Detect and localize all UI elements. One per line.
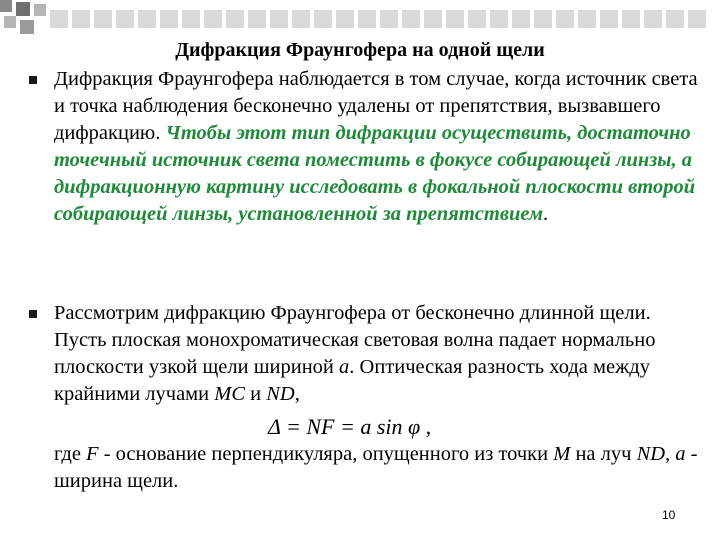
ray-nd-symbol-2: ND <box>636 443 666 465</box>
ray-mc-symbol: MC <box>214 383 245 405</box>
explanation-part-2: - основание перпендикуляра, опущенного из точки <box>98 443 554 465</box>
bullet-2-and: и <box>245 383 267 405</box>
explanation-part-4: , <box>665 443 676 465</box>
bullet-2-marker <box>29 310 37 318</box>
path-difference-formula: Δ = NF = a sin φ , <box>268 414 432 439</box>
bullet-1-plain: Дифракция Фраунгофера наблюдается в том случае, когда источник света и точка наблюдения бесконечно удалены от препятствия, вызвавшего дифракцию. <box>54 68 698 144</box>
point-m-symbol: M <box>553 443 571 465</box>
bullet-2-part-1: Рассмотрим дифракцию Фраунгофера от бесконечно длинной щели. Пусть плоская монохроматическая световая волна падает нормально плоскости узкой щели шириной <box>54 302 656 378</box>
bullet-2-part-2: . Оптическая разность хода между крайними лучами <box>54 356 650 405</box>
point-f-symbol: F <box>86 443 99 465</box>
slit-width-symbol-2: a <box>675 443 686 465</box>
ray-nd-symbol: ND <box>266 383 295 405</box>
bullet-1-highlight: Чтобы этот тип дифракции осуществить, достаточно точечный источник света поместить в фокусе собирающей линзы, а дифракционную картину исследовать в фокальной плоскости второй собирающей линзы, установленной за препятствием <box>54 122 696 225</box>
formula-explanation <box>54 441 704 495</box>
page-number: 10 <box>662 508 676 522</box>
explanation-part-3: на луч <box>570 443 637 465</box>
bullet-1-text <box>54 66 704 228</box>
bullet-1-end: . <box>543 203 549 225</box>
slide-title: Дифракция Фраунгофера на одной щели <box>175 39 545 61</box>
explanation-part-5: - ширина щели. <box>54 443 698 492</box>
slit-width-symbol: a <box>339 356 350 378</box>
explanation-part-1: где <box>54 443 87 465</box>
bullet-2-part-3: , <box>294 383 300 405</box>
bullet-1-marker <box>29 76 37 84</box>
bullet-2-text <box>54 300 704 408</box>
corner-decoration <box>0 0 720 40</box>
